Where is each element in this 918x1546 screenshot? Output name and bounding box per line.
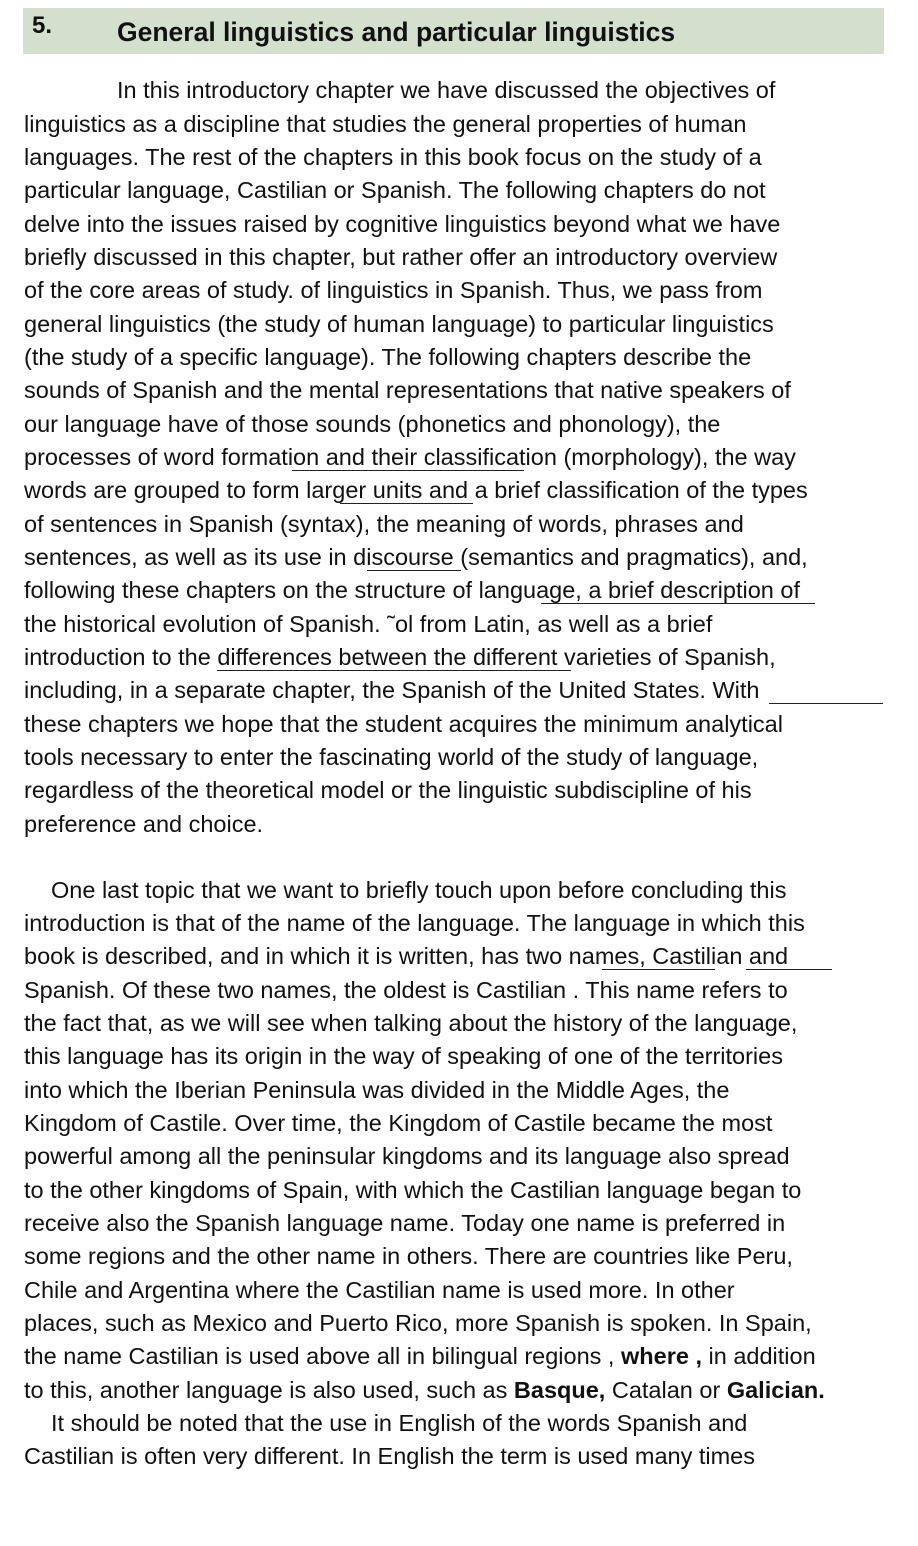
bold-run: Basque, (513, 1377, 606, 1403)
text-line: the historical evolution of Spanish. ˜ol from Latin, as well as a brief (24, 611, 713, 637)
underline-mark (541, 603, 815, 604)
text-run: the name Castilian is used above all in bilingual regions , (24, 1343, 621, 1369)
text-line: this language has its origin in the way of speaking of one of the territories (24, 1043, 783, 1069)
text-line: sentences, as well as its use in discourse (semantics and pragmatics), and, (24, 544, 808, 570)
text-line: One last topic that we want to briefly touch upon before concluding this (51, 877, 787, 903)
text-line: introduction to the differences between the different varieties of Spanish, (24, 644, 776, 670)
text-line: powerful among all the peninsular kingdoms and its language also spread (24, 1143, 790, 1169)
text-line: introduction is that of the name of the language. The language in which this (24, 910, 805, 936)
section-number: 5. (32, 12, 53, 39)
underline-mark (217, 670, 571, 671)
underline-mark (769, 703, 883, 704)
text-line: preference and choice. (24, 811, 264, 837)
text-line: (the study of a specific language). The following chapters describe the (24, 344, 752, 370)
underline-mark (602, 969, 715, 970)
underline-mark (292, 470, 524, 471)
text-line: regardless of the theoretical model or the linguistic subdiscipline of his (24, 777, 752, 803)
text-line: the fact that, as we will see when talking about the history of the language, (24, 1010, 798, 1036)
text-line: to the other kingdoms of Spain, with which the Castilian language began to (24, 1177, 802, 1203)
text-line: Spanish. Of these two names, the oldest is Castilian . This name refers to (24, 977, 788, 1003)
section-header (23, 8, 884, 54)
text-line: languages. The rest of the chapters in this book focus on the study of a (24, 144, 762, 170)
text-line: processes of word formation and their classification (morphology), the way (24, 444, 796, 470)
underline-mark (367, 570, 461, 571)
text-line: It should be noted that the use in English of the words Spanish and (51, 1410, 748, 1436)
text-line: into which the Iberian Peninsula was divided in the Middle Ages, the (24, 1077, 730, 1103)
text-run: Catalan or (605, 1377, 727, 1403)
section-title: General linguistics and particular linguistics (117, 17, 676, 47)
bold-run: Galician. (726, 1377, 825, 1403)
text-run: in addition (701, 1343, 816, 1369)
text-line: general linguistics (the study of human language) to particular linguistics (24, 311, 774, 337)
text-line: delve into the issues raised by cognitive linguistics beyond what we have (24, 211, 781, 237)
text-line: of sentences in Spanish (syntax), the meaning of words, phrases and (24, 511, 744, 537)
text-line: In this introductory chapter we have discussed the objectives of (117, 77, 776, 103)
text-line: some regions and the other name in others. There are countries like Peru, (24, 1243, 793, 1269)
text-line: our language have of those sounds (phonetics and phonology), the (24, 411, 721, 437)
text-line: briefly discussed in this chapter, but rather offer an introductory overview (24, 244, 778, 270)
bold-run: where , (621, 1343, 702, 1369)
text-line: of the core areas of study. of linguistics in Spanish. Thus, we pass from (24, 277, 763, 303)
text-line: particular language, Castilian or Spanish. The following chapters do not (24, 177, 766, 203)
text-line: book is described, and in which it is written, has two names, Castilian and (24, 943, 789, 969)
underline-mark (340, 503, 473, 504)
text-line: Kingdom of Castile. Over time, the Kingdom of Castile became the most (24, 1110, 773, 1136)
text-line: places, such as Mexico and Puerto Rico, more Spanish is spoken. In Spain, (24, 1310, 812, 1336)
underline-mark (746, 969, 832, 970)
text-line: these chapters we hope that the student acquires the minimum analytical (24, 711, 783, 737)
text-line: following these chapters on the structure of language, a brief description of (24, 577, 800, 603)
text-line: Chile and Argentina where the Castilian name is used more. In other (24, 1277, 735, 1303)
text-line: including, in a separate chapter, the Spanish of the United States. With (24, 677, 760, 703)
text-line: receive also the Spanish language name. Today one name is preferred in (24, 1210, 786, 1236)
text-line: linguistics as a discipline that studies the general properties of human (24, 111, 747, 137)
text-line: words are grouped to form larger units and a brief classification of the types (24, 477, 808, 503)
text-line-mixed (24, 1376, 825, 1404)
text-line-mixed (24, 1342, 816, 1370)
text-run: to this, another language is also used, such as (24, 1377, 514, 1403)
text-line: Castilian is often very different. In English the term is used many times (24, 1443, 756, 1469)
text-line: tools necessary to enter the fascinating world of the study of language, (24, 744, 759, 770)
text-line: sounds of Spanish and the mental representations that native speakers of (24, 377, 791, 403)
